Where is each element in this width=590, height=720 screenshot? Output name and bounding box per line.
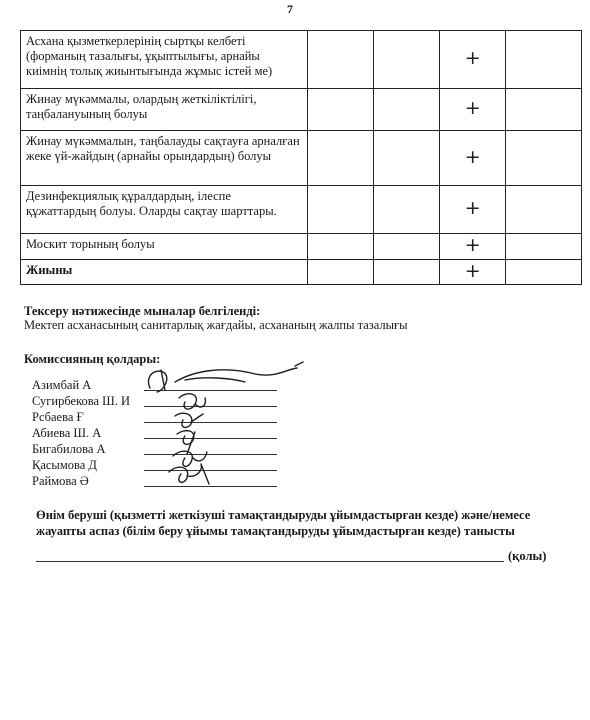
member-name: Сугирбекова Ш. И <box>32 394 131 408</box>
checklist-table <box>20 30 582 285</box>
table-row <box>21 89 582 131</box>
empty-cell <box>506 31 582 89</box>
mark-cell <box>440 131 506 186</box>
empty-cell <box>374 260 440 285</box>
criterion-cell: Жинау мүкәммалы, олардың жеткіліктілігі, таңбалануының болуы <box>21 89 308 131</box>
plus-mark: + <box>464 197 481 219</box>
mark-cell <box>440 186 506 234</box>
table-row <box>21 234 582 260</box>
empty-cell <box>506 234 582 260</box>
empty-cell <box>506 131 582 186</box>
empty-cell <box>307 234 374 260</box>
handwritten-signatures <box>135 360 335 495</box>
table-row <box>21 131 582 186</box>
member-name: Абиева Ш. А <box>32 426 102 440</box>
table-row <box>21 186 582 234</box>
mark-cell <box>440 31 506 89</box>
acknowledgement-text: Өнім беруші (қызметті жеткізуші тамақтандыруды ұйымдастырған кезде) және/немесе жауапты аспаз (білім беру ұйымы тамақтандыруды ұйымдастырған кезде) танысты <box>36 508 531 538</box>
member-name: Бигабилова А <box>32 442 106 456</box>
empty-cell <box>374 89 440 131</box>
empty-cell <box>506 89 582 131</box>
findings-text: Мектеп асханасының санитарлық жағдайы, асхананың жалпы тазалығы <box>24 318 408 332</box>
plus-mark: + <box>464 259 481 282</box>
criterion-cell: Москит торының болуы <box>21 234 308 260</box>
empty-cell <box>374 186 440 234</box>
acknowledgement-signature-line <box>36 561 504 562</box>
table-row <box>21 31 582 89</box>
mark-cell <box>440 234 506 260</box>
member-name: Рсбаева Ғ <box>32 410 84 424</box>
plus-mark: + <box>464 97 481 119</box>
mark-cell <box>440 89 506 131</box>
member-name: Қасымова Д <box>32 458 97 472</box>
mark-cell <box>440 260 506 285</box>
signature-label: (қолы) <box>508 549 547 563</box>
findings-title: Тексеру нәтижесінде мыналар белгіленді: <box>24 304 261 318</box>
member-name: Азимбай А <box>32 378 92 392</box>
plus-mark: + <box>464 234 481 256</box>
signatures-title: Комиссияның қолдары: <box>24 352 161 366</box>
plus-mark: + <box>464 47 481 69</box>
empty-cell <box>506 186 582 234</box>
criterion-cell: Жинау мүкәммалын, таңбалауды сақтауға арналған жеке үй-жайдың (арнайы орындардың) болуы <box>21 131 308 186</box>
empty-cell <box>307 131 374 186</box>
plus-mark: + <box>464 145 481 168</box>
total-label-cell: Жиыны <box>21 260 308 285</box>
empty-cell <box>374 234 440 260</box>
empty-cell <box>307 186 374 234</box>
empty-cell <box>307 260 374 285</box>
page-number: 7 <box>287 2 293 16</box>
criterion-cell: Дезинфекциялық құралдардың, ілеспе құжаттардың болуы. Оларды сақтау шарттары. <box>21 186 308 234</box>
table-row-total <box>21 260 582 285</box>
empty-cell <box>307 31 374 89</box>
empty-cell <box>374 131 440 186</box>
empty-cell <box>374 31 440 89</box>
empty-cell <box>506 260 582 285</box>
member-name: Раймова Ә <box>32 474 89 488</box>
criterion-cell: Асхана қызметкерлерінің сыртқы келбеті (форманың тазалығы, ұқыптылығы, арнайы киімнің толық жиынтығында жұмыс істей ме) <box>21 31 308 89</box>
empty-cell <box>307 89 374 131</box>
